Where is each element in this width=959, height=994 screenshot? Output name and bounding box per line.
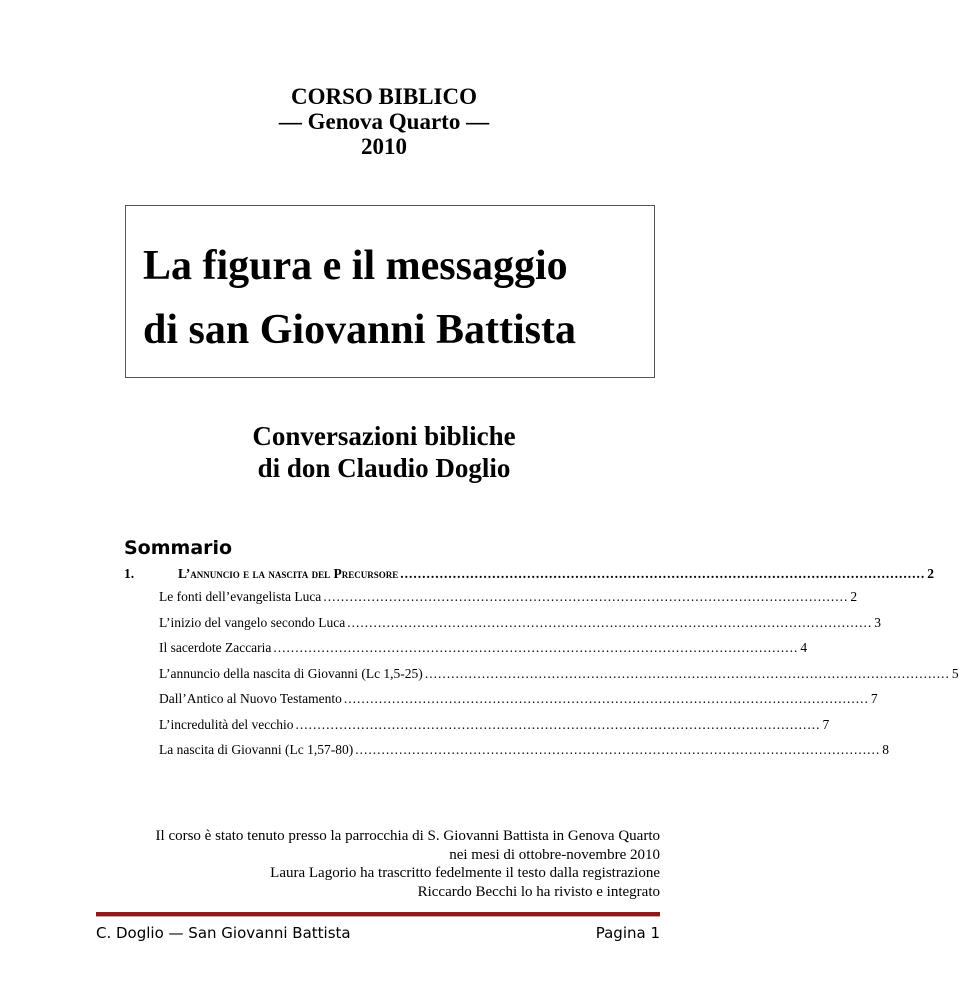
toc-entry[interactable] (159, 640, 808, 666)
toc-dot-leader: ........................................................................................................................ (400, 566, 926, 581)
toc-heading: Sommario (124, 537, 233, 559)
toc-entry-page: 3 (874, 614, 881, 630)
credits-line-1: Il corso è stato tenuto presso la parrocchia di S. Giovanni Battista in Genova Quarto (155, 828, 660, 844)
title-box (125, 205, 655, 378)
course-year: 2010 (361, 134, 407, 159)
toc-entry[interactable] (159, 742, 889, 768)
toc-entry-page: 2 (850, 589, 858, 604)
toc-dot-leader: ........................................................................................................................ (347, 614, 873, 630)
toc-entry[interactable] (159, 589, 858, 615)
toc-entry-page: 8 (882, 742, 889, 757)
credits-line-3: Laura Lagorio ha trascritto fedelmente il testo dalla registrazione (270, 865, 660, 881)
subtitle-line-1: Conversazioni bibliche (252, 421, 516, 451)
toc-entry-title: La nascita di Giovanni (Lc 1,57-80) (159, 742, 354, 757)
main-title-line-2: di san Giovanni Battista (143, 307, 576, 353)
subtitle (0, 420, 768, 484)
toc-dot-leader: ........................................................................................................................ (355, 742, 881, 757)
toc-dot-leader: ........................................................................................................................ (424, 665, 950, 681)
toc-list (159, 589, 959, 768)
credits-line-4: Riccardo Becchi lo ha rivisto e integrato (417, 883, 660, 900)
toc-entry-title: L’annuncio della nascita di Giovanni (Lc 1,5-25) (159, 665, 423, 681)
toc-dot-leader: ........................................................................................................................ (295, 716, 821, 732)
toc-entry[interactable] (159, 614, 881, 641)
toc-chapter-page: 2 (927, 566, 934, 581)
toc-entry[interactable] (159, 691, 878, 717)
toc-dot-leader: ........................................................................................................................ (323, 589, 849, 604)
toc-entry-title: L’inizio del vangelo secondo Luca (159, 614, 346, 630)
toc-entry-page: 4 (800, 640, 808, 655)
course-title: CORSO BIBLICO (291, 84, 477, 109)
toc-entry[interactable] (159, 716, 830, 743)
toc-chapter-number: 1. (124, 566, 135, 581)
footer-rule (96, 912, 660, 917)
toc-dot-leader: ........................................................................................................................ (273, 640, 799, 655)
toc-dot-leader: ........................................................................................................................ (343, 691, 869, 706)
toc-entry-page: 7 (870, 691, 878, 706)
footer-page-number: Pagina 1 (595, 924, 660, 942)
toc-chapter-title: L’annuncio e la nascita del Precursore (178, 566, 399, 581)
main-title-line-1: La figura e il messaggio (143, 243, 568, 289)
toc-entry-title: Dall’Antico al Nuovo Testamento (159, 691, 342, 706)
subtitle-line-2: di don Claudio Doglio (257, 453, 511, 483)
course-location: — Genova Quarto — (278, 109, 490, 134)
course-header (0, 84, 768, 159)
toc-entry-page: 5 (951, 665, 959, 681)
toc-entry-title: L’incredulità del vecchio (159, 716, 294, 732)
footer-author-title: C. Doglio — San Giovanni Battista (96, 924, 351, 942)
credits-line-2: nei mesi di ottobre-novembre 2010 (449, 846, 660, 863)
toc-entry-title: Il sacerdote Zaccaria (159, 640, 272, 655)
toc-entry-page: 7 (822, 716, 830, 732)
toc-chapter-entry[interactable] (124, 566, 934, 586)
toc-entry-title: Le fonti dell’evangelista Luca (159, 589, 322, 604)
toc-entry[interactable] (159, 665, 959, 692)
credits (156, 827, 660, 901)
